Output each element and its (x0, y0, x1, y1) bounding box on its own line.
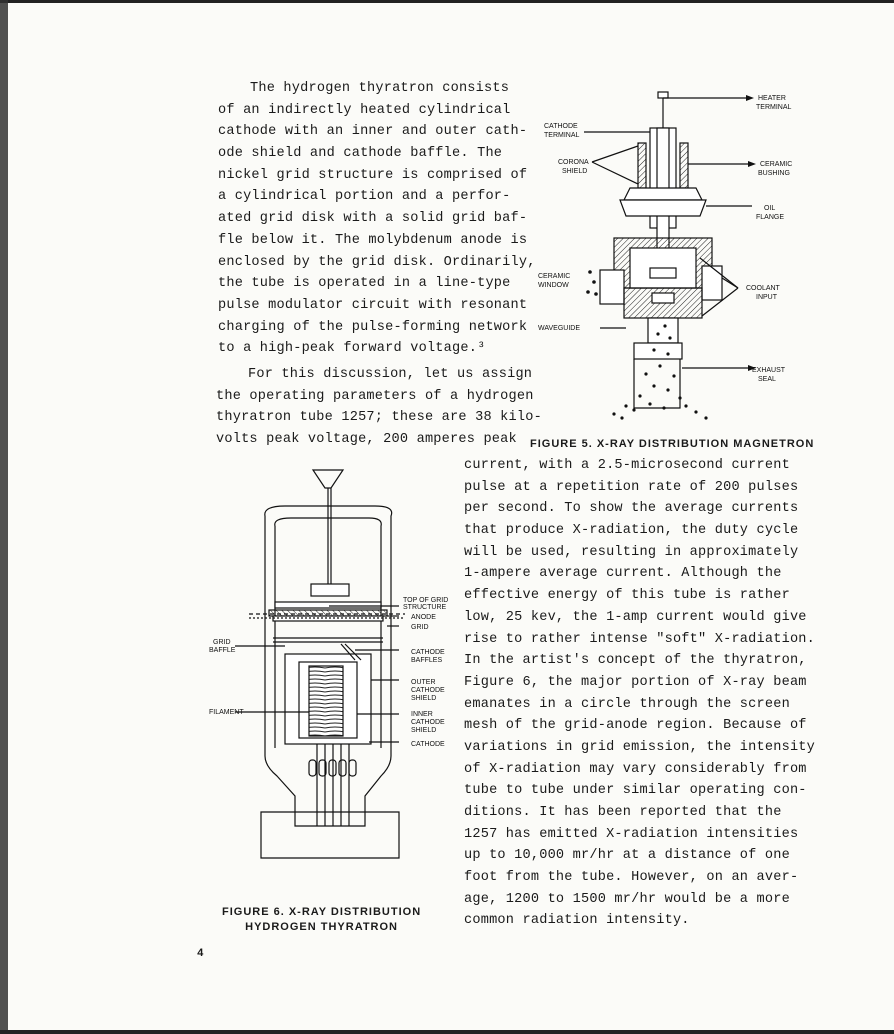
text-line: low, 25 kev, the 1-amp current would give (464, 609, 807, 625)
text-line: For this discussion, let us assign (248, 367, 533, 382)
figure-6-caption-line-2: HYDROGEN THYRATRON (245, 921, 398, 933)
text-line: rise to rather intense "soft" X-radiation. (464, 631, 816, 647)
text-line: tube to tube under similar operating con- (464, 783, 807, 799)
text-line: enclosed by the grid disk. Ordinarily, (218, 254, 536, 270)
text-line: pulse at a repetition rate of 200 pulses (464, 479, 799, 495)
label-top-of-grid-structure: TOP OF GRID STRUCTURE (403, 597, 449, 611)
scan-border-bottom (0, 1030, 894, 1034)
text-line: age, 1200 to 1500 mr/hr would be a more (464, 891, 790, 907)
label-filament: FILAMENT (209, 709, 244, 716)
page-number: 4 (197, 948, 204, 960)
label-heater-terminal: HEATER TERMINAL (756, 95, 792, 111)
label-cathode: CATHODE (411, 741, 445, 748)
scan-border-top (0, 0, 894, 3)
label-grid: GRID (411, 624, 429, 631)
text-line: fle below it. The molybdenum anode is (218, 232, 528, 248)
text-line: per second. To show the average currents (464, 501, 799, 517)
text-line: will be used, resulting in approximately (464, 544, 799, 560)
text-line: volts peak voltage, 200 amperes peak (216, 432, 517, 448)
label-grid-baffle: GRID BAFFLE (209, 639, 236, 654)
figure-5-magnetron-diagram (530, 88, 830, 423)
text-line: current, with a 2.5-microsecond current (464, 458, 790, 473)
text-line: of an indirectly heated cylindrical (218, 102, 511, 118)
label-ceramic-window: CERAMIC WINDOW (538, 273, 571, 289)
text-line: emanates in a circle through the screen (464, 696, 790, 712)
text-line: 1-ampere average current. Although the (464, 566, 782, 582)
label-corona-shield: CORONA SHIELD (558, 159, 589, 175)
label-ceramic-bushing: CERAMIC BUSHING (758, 161, 793, 177)
text-line: Figure 6, the major portion of X-ray beam (464, 674, 807, 690)
text-line: nickel grid structure is comprised of (218, 167, 528, 183)
text-line: that produce X-radiation, the duty cycle (464, 523, 799, 539)
label-outer-cathode-shield: OUTER CATHODE SHIELD (411, 679, 445, 702)
label-coolant-input: COOLANT INPUT (746, 285, 780, 301)
label-waveguide: WAVEGUIDE (538, 325, 581, 332)
paragraph-xray-radiation (464, 455, 815, 932)
text-line: up to 10,000 mr/hr at a distance of one (464, 848, 790, 864)
text-line: cathode with an inner and outer cath- (218, 124, 528, 140)
figure-6-caption (222, 905, 421, 935)
figure-6-caption-line-1: FIGURE 6. X-RAY DISTRIBUTION (222, 906, 422, 918)
label-exhaust-seal: EXHAUST SEAL (752, 367, 786, 383)
label-oil-flange: OIL FLANGE (756, 205, 785, 221)
text-line: ditions. It has been reported that the (464, 805, 782, 820)
text-line: ated grid disk with a solid grid baf- (218, 211, 528, 227)
text-line: foot from the tube. However, on an aver- (464, 870, 799, 886)
label-cathode-baffles: CATHODE BAFFLES (411, 649, 445, 664)
text-line: effective energy of this tube is rather (464, 588, 790, 604)
text-line: the operating parameters of a hydrogen (216, 388, 534, 404)
paragraph-thyratron-description (218, 78, 536, 360)
text-line: mesh of the grid-anode region. Because of (464, 718, 807, 734)
text-line: charging of the pulse-forming network (218, 319, 528, 335)
figure-5-caption: FIGURE 5. X-RAY DISTRIBUTION MAGNETRON (530, 438, 815, 450)
text-line: to a high-peak forward voltage.³ (218, 341, 486, 357)
label-anode: ANODE (411, 614, 436, 621)
text-line: ode shield and cathode baffle. The (218, 146, 503, 162)
text-line: variations in grid emission, the intensity (464, 739, 816, 755)
text-line: common radiation intensity. (464, 913, 690, 929)
text-line: a cylindrical portion and a perfor- (218, 189, 511, 205)
paragraph-operating-parameters (216, 364, 542, 451)
text-line: of X-radiation may vary considerably from (464, 761, 807, 777)
text-line: The hydrogen thyratron consists (250, 81, 510, 96)
label-inner-cathode-shield: INNER CATHODE SHIELD (411, 711, 445, 734)
text-line: In the artist's concept of the thyratron, (464, 653, 807, 669)
text-line: 1257 has emitted X-radiation intensities (464, 826, 799, 842)
figure-6-thyratron-diagram (205, 466, 465, 886)
text-line: the tube is operated in a line-type (218, 276, 511, 292)
text-line: pulse modulator circuit with resonant (218, 297, 528, 313)
label-cathode-terminal: CATHODE TERMINAL (544, 123, 580, 139)
scan-border-left (0, 0, 8, 1034)
text-line: thyratron tube 1257; these are 38 kilo- (216, 410, 542, 426)
